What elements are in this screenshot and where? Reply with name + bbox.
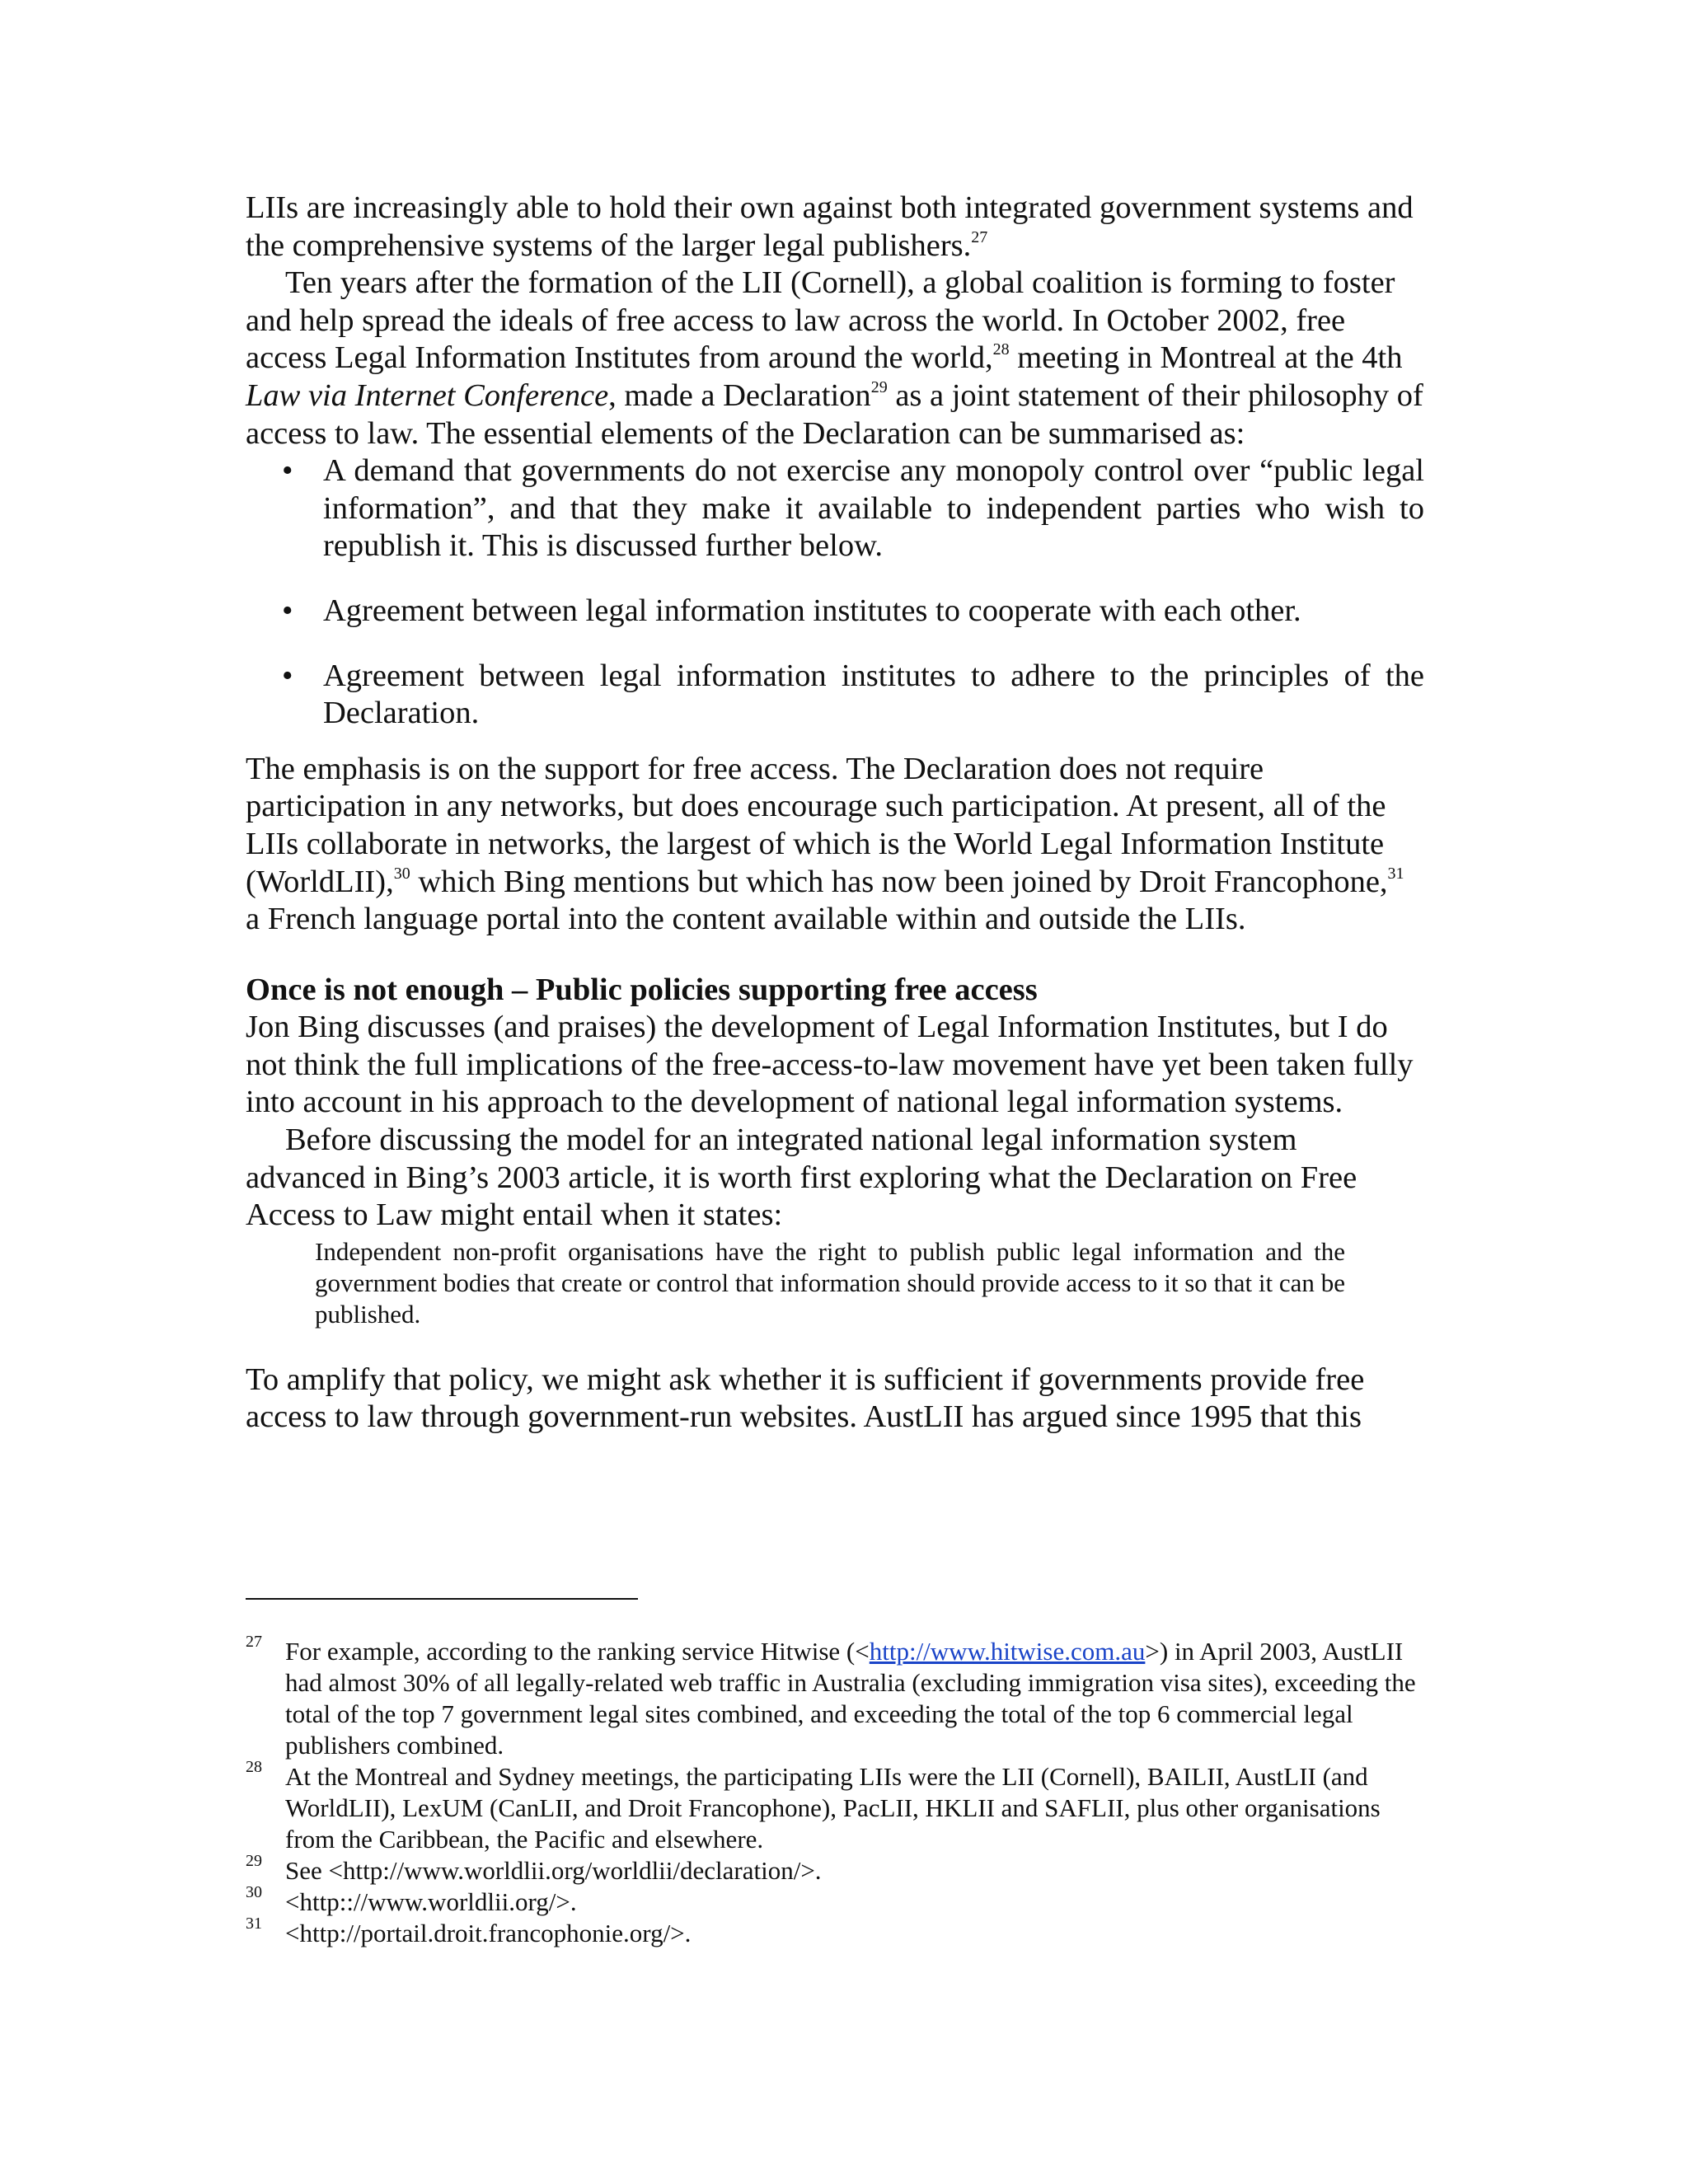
paragraph-emphasis-free-access	[246, 751, 1424, 939]
footnote-number: 28	[246, 1758, 262, 1776]
footnote-text: See <http://www.worldlii.org/worldlii/declaration/>.	[285, 1856, 822, 1885]
paragraph-before-discussing: Before discussing the model for an integrated national legal information system advanced in Bing’s 2003 article, it is worth first exploring what the Declaration on Free Access to Law might entail when it states:	[246, 1122, 1357, 1233]
paragraph-liis-hold-own	[246, 190, 1424, 265]
paragraph-text: LIIs are increasingly able to hold their own against both integrated government systems and the comprehensive systems of the larger legal publishers.	[246, 190, 1414, 263]
bullet-icon: •	[282, 593, 293, 628]
hitwise-link[interactable]: http://www.hitwise.com.au	[869, 1637, 1146, 1666]
bullet-icon: •	[282, 453, 293, 489]
paragraph-amplify-policy: To amplify that policy, we might ask whether it is sufficient if governments provide free access to law through government-run websites. AustLII has argued since 1995 that this	[246, 1361, 1365, 1435]
footnote-ref-29[interactable]: 29	[870, 377, 888, 396]
paragraph-text: The emphasis is on the support for free access. The Declaration does not require participation in any networks, but does encourage such participation. At present, all of the LIIs collaborate in networks, the largest of which is the World Legal Information Institute (WorldLII),	[246, 751, 1386, 899]
footnote-number: 27	[246, 1633, 262, 1651]
footnote-number: 30	[246, 1883, 262, 1901]
footnote-31	[246, 1915, 1420, 1949]
footnote-text: For example, according to the ranking service Hitwise (<	[285, 1637, 870, 1666]
list-item-text: Agreement between legal information institutes to cooperate with each other.	[323, 593, 1301, 628]
footnote-ref-27[interactable]: 27	[971, 227, 988, 246]
paragraph-text: a French language portal into the content available within and outside the LIIs.	[246, 902, 1246, 937]
footnote-30	[246, 1883, 1420, 1918]
list-item	[282, 452, 1424, 565]
block-quote: Independent non-profit organisations have the right to publish public legal information and the government bodies that create or control that information should provide access to it so that it can be published.	[315, 1236, 1345, 1329]
paragraph-text: Ten years after the formation of the LII (Cornell), a global coalition is forming to foster and help spread the ideals of free access to law across the world. In October 2002, free access Legal Information Institutes from around the world,	[246, 265, 1395, 376]
list-item-text: Agreement between legal information institutes to adhere to the principles of the Declaration.	[323, 658, 1424, 731]
bullet-icon: •	[282, 658, 293, 693]
footnote-text: >) in April 2003, AustLII had almost 30% of all legally-related web traffic in Australia (excluding immigration visa sites), exceeding the total of the top 7 government legal sites combined, and exceeding the total of the top 6 commercial legal publishers combined.	[285, 1637, 1416, 1760]
paragraph-jon-bing: Jon Bing discusses (and praises) the development of Legal Information Institutes, but I do not think the full implications of the free-access-to-law movement have yet been taken fully into account in his approach to the development of national legal information systems.	[246, 1010, 1414, 1120]
footnote-number: 29	[246, 1852, 262, 1870]
footnote-29	[246, 1852, 1420, 1886]
footnote-28	[246, 1758, 1420, 1855]
paragraph-text: which Bing mentions but which has now been joined by Droit Francophone,	[410, 864, 1388, 899]
footnote-number: 31	[246, 1915, 262, 1933]
paragraph-text: , made a Declaration	[608, 377, 871, 413]
footnote-ref-28[interactable]: 28	[992, 340, 1010, 359]
footnote-ref-31[interactable]: 31	[1387, 864, 1404, 883]
section-heading: Once is not enough – Public policies supporting free access	[246, 972, 1038, 1007]
paragraph-global-coalition	[246, 265, 1424, 452]
footnotes	[246, 1633, 1420, 1949]
footnote-text: <http:://www.worldlii.org/>.	[285, 1887, 577, 1916]
conference-title: Law via Internet Conference	[246, 377, 609, 413]
footnote-27	[246, 1633, 1420, 1761]
paragraph-text: meeting in Montreal at the 4th	[1009, 340, 1403, 376]
declaration-elements-list	[246, 452, 1424, 733]
list-item-text: A demand that governments do not exercise any monopoly control over “public legal information”, and that they make it available to independent parties who wish to republish it. This is discussed further below.	[323, 453, 1424, 564]
footnote-ref-30[interactable]: 30	[393, 864, 410, 883]
list-item	[282, 658, 1424, 733]
list-item	[282, 593, 1424, 630]
footnote-text: At the Montreal and Sydney meetings, the participating LIIs were the LII (Cornell), BAILII, AustLII (and WorldLII), LexUM (CanLII, and Droit Francophone), PacLII, HKLII and SAFLII, plus other organisations from the Caribbean, the Pacific and elsewhere.	[285, 1762, 1381, 1854]
paragraph-text: as a joint statement of their philosophy of access to law. The essential elements of the Declaration can be summarised as:	[246, 377, 1423, 451]
footnote-text: <http://portail.droit.francophonie.org/>.	[285, 1919, 692, 1947]
document-page	[246, 190, 1424, 1436]
footnote-divider	[246, 1598, 638, 1600]
